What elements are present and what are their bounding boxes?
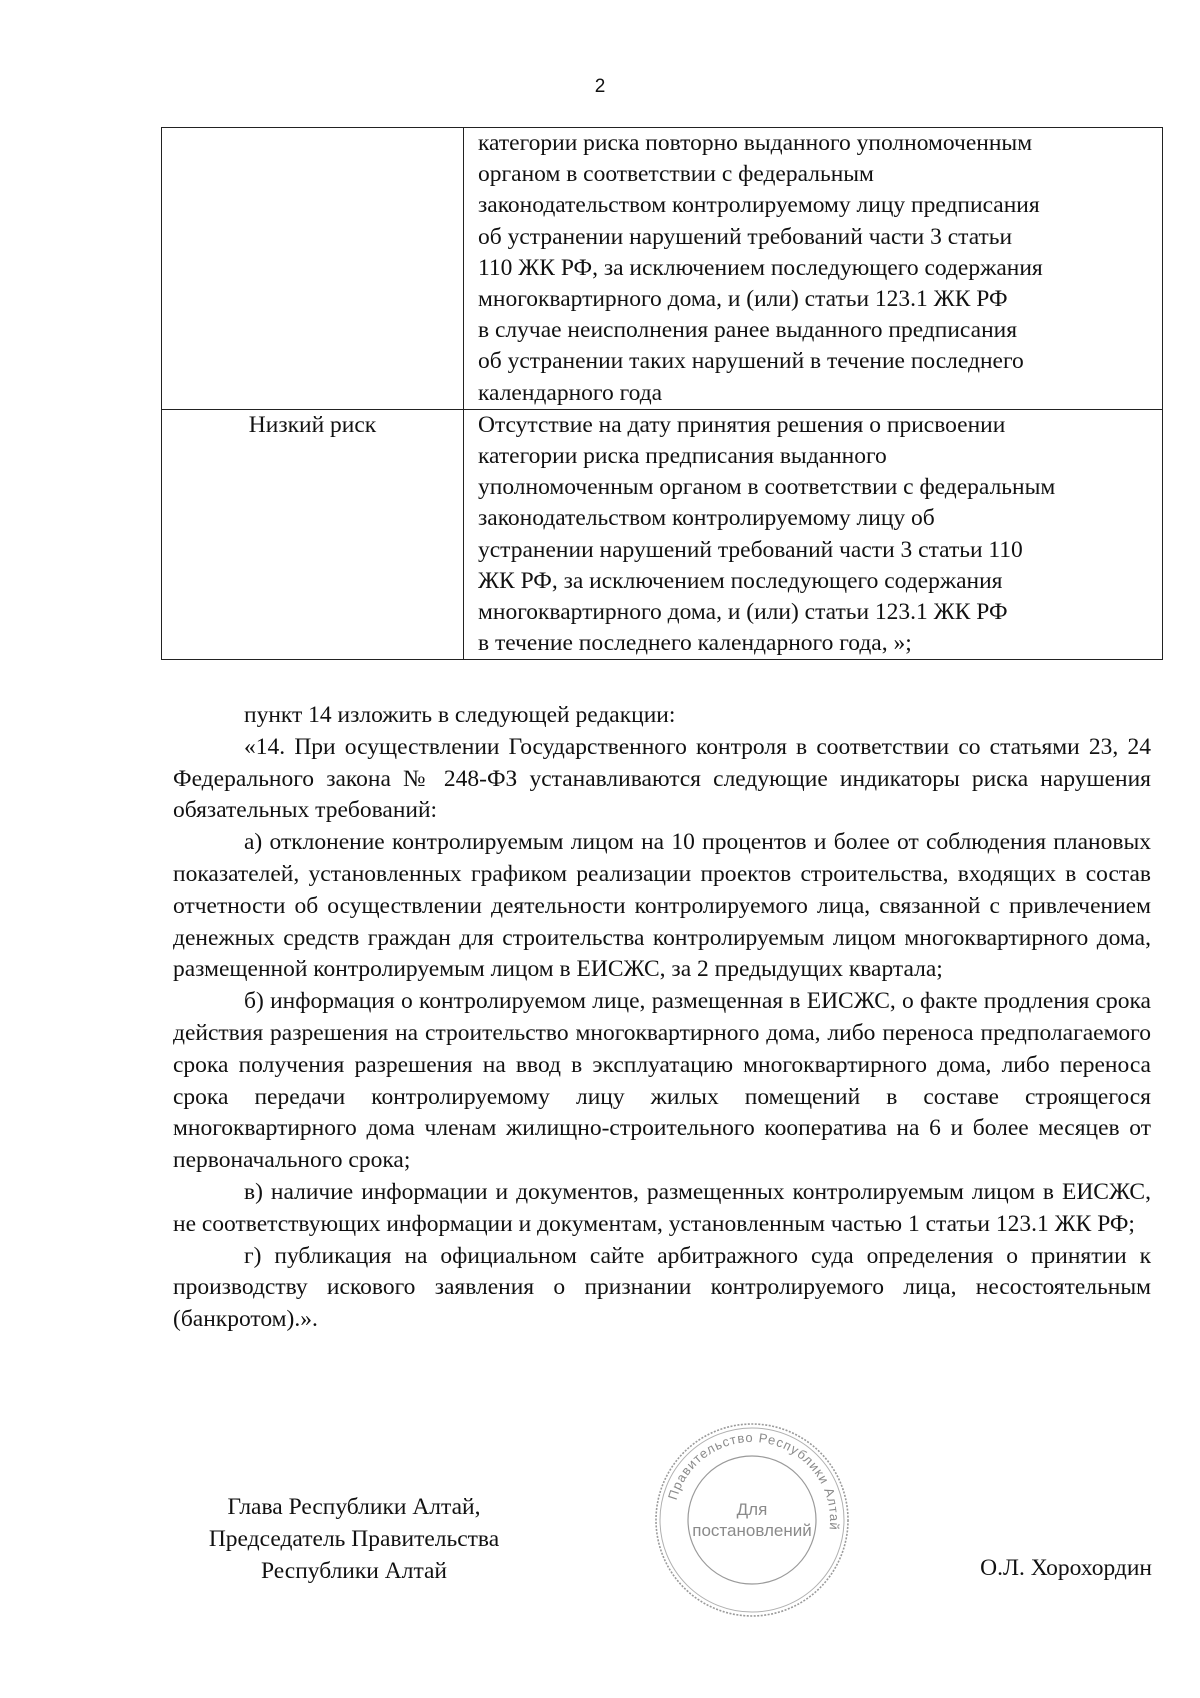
table-text-line: Отсутствие на дату принятия решения о присвоении [478,411,1006,438]
risk-category-cell: Низкий риск [162,409,464,660]
stamp-ring-text: Правительство Республики Алтай [664,1429,843,1532]
signatory-title-line: Глава Республики Алтай, [227,1494,481,1520]
table-text-line: 110 ЖК РФ, за исключением последующего содержания [478,254,1043,281]
risk-category-cell [162,128,464,410]
table-text-line: многоквартирного дома, и (или) статьи 123.1 ЖК РФ [478,599,1008,626]
signatory-title-line: Председатель Правительства [208,1526,500,1552]
table-text-line: устранении нарушений требований части 3 статьи 110 [478,536,1023,563]
paragraph-14: «14. При осуществлении Государственного контроля в соответствии со статьями 23, 24 Федерального закона № 248-ФЗ устанавливаются следующие индикаторы риска нарушения обязательных требований: [173,733,1151,824]
official-stamp [652,1420,852,1620]
table-text-line: об устранении нарушений требований части 3 статьи [478,223,1013,250]
table-text-line: календарного года [478,379,663,406]
table-text-line: ЖК РФ, за исключением последующего содержания [478,567,1003,594]
risk-criteria-cell [464,409,1163,660]
risk-category-table [161,127,1163,660]
table-text-line: законодательством контролируемому лицу об [478,505,935,532]
table-text-line: в течение последнего календарного года, »; [478,630,912,657]
indicator-item-g: г) публикация на официальном сайте арбитражного суда определения о принятии к производству искового заявления о признании контролируемого лица, несостоятельным (банкротом).». [173,1242,1151,1333]
table-row [162,409,1163,660]
intro-paragraph: пункт 14 изложить в следующей редакции: [244,702,676,728]
table-text-line: категории риска предписания выданного [478,443,887,470]
indicator-item-v: в) наличие информации и документов, размещенных контролируемым лицом в ЕИСЖС, не соответствующих информации и документам, установленным частью 1 статьи 123.1 ЖК РФ; [173,1178,1151,1237]
signatory-title-line: Республики Алтай [260,1558,448,1584]
signatory-title [168,1491,540,1587]
indicator-item-b: б) информация о контролируемом лице, размещенная в ЕИСЖС, о факте продления срока действия разрешения на строительство многоквартирного дома, либо переноса предполагаемого срока получения разрешения на ввод в эксплуатацию многоквартирного дома, либо переноса срока передачи контролируемому лицу жилых помещений в составе строящегося многоквартирного дома членам жилищно-строительного кооператива на 6 и более месяцев от первоначального срока; [173,988,1151,1174]
signatory-name: О.Л. Хорохордин [980,1555,1152,1581]
page-number: 2 [594,76,606,97]
table-text-line: законодательством контролируемому лицу предписания [478,192,1040,219]
table-text-line: категории риска повторно выданного уполномоченным [478,130,1033,156]
table-text-line: многоквартирного дома, и (или) статьи 123.1 ЖК РФ [478,286,1008,313]
table-text-line: в случае неисполнения ранее выданного предписания [478,317,1018,344]
stamp-center-text: Для [736,1500,768,1519]
table-text-line: об устранении таких нарушений в течение последнего [478,348,1024,375]
document-body [173,700,1151,1336]
table-text-line: органом в соответствии с федеральным [478,161,874,188]
stamp-center-text: постановлений [692,1521,812,1540]
table-row [162,128,1163,410]
indicator-item-a: а) отклонение контролируемым лицом на 10 процентов и более от соблюдения плановых показателей, установленных графиком реализации проектов строительства, входящих в состав отчетности об осуществлении деятельности контролируемого лица, связанной с привлечением денежных средств граждан для строительства контролируемым лицом многоквартирного дома, размещенной контролируемым лицом в ЕИСЖС, за 2 предыдущих квартала; [173,829,1151,983]
table-text-line: уполномоченным органом в соответствии с федеральным [478,474,1056,501]
risk-criteria-cell [464,128,1163,410]
